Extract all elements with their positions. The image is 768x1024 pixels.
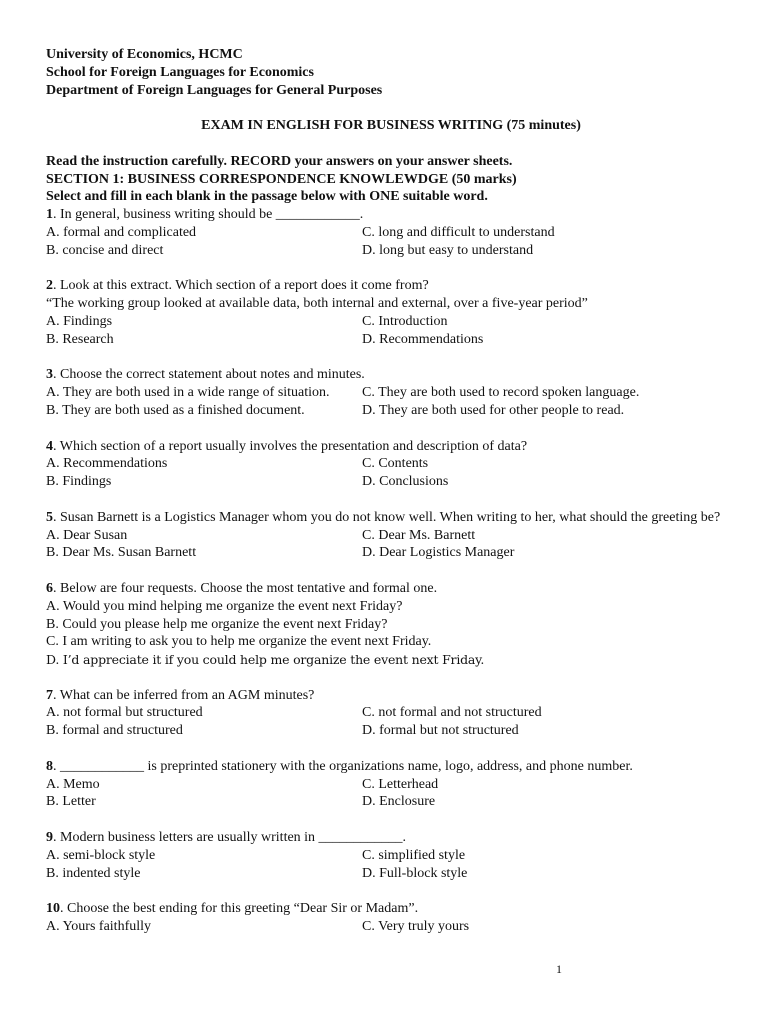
option-c: C. not formal and not structured xyxy=(362,705,542,721)
options-row xyxy=(46,402,736,420)
options-row xyxy=(46,544,736,562)
option-b: B. Letter xyxy=(46,794,96,810)
question-text xyxy=(46,206,736,224)
option-b: B. Dear Ms. Susan Barnett xyxy=(46,545,197,561)
options-row xyxy=(46,455,736,473)
question-text xyxy=(46,900,736,918)
option-d: D. Conclusions xyxy=(362,474,449,490)
question-3 xyxy=(46,366,736,419)
question-4 xyxy=(46,438,736,491)
question-text xyxy=(46,758,736,776)
options-row xyxy=(46,918,736,936)
option-a: A. semi-block style xyxy=(46,847,156,863)
option-b: B. Could you please help me organize the event next Friday? xyxy=(46,616,388,632)
option-a: A. They are both used in a wide range of situation. xyxy=(46,385,330,401)
question-text xyxy=(46,580,736,598)
options-row xyxy=(46,865,736,883)
option-b: B. indented style xyxy=(46,865,141,881)
question-number: 6 xyxy=(46,580,53,596)
option-c: C. Introduction xyxy=(362,313,448,329)
options-row xyxy=(46,704,736,722)
option-b: B. Findings xyxy=(46,474,112,490)
question-stem: . Susan Barnett is a Logistics Manager whom you do not know well. When writing to her, what should the greeting be? xyxy=(53,509,721,525)
section-heading: SECTION 1: BUSINESS CORRESPONDENCE KNOWLEWDGE (50 marks) xyxy=(46,171,517,187)
options-row xyxy=(46,847,736,865)
options-row xyxy=(46,722,736,740)
options-row xyxy=(46,793,736,811)
option-d: D. I’d appreciate it if you could help me organize the event next Friday. xyxy=(46,652,485,668)
options-row xyxy=(46,527,736,545)
department-name: Department of Foreign Languages for General Purposes xyxy=(46,82,383,98)
question-8 xyxy=(46,758,736,811)
option-a: A. Findings xyxy=(46,313,113,329)
question-2 xyxy=(46,277,736,348)
option-d: D. Full-block style xyxy=(362,865,468,881)
exam-title: EXAM IN ENGLISH FOR BUSINESS WRITING (75 minutes) xyxy=(201,118,581,134)
options-row xyxy=(46,224,736,242)
question-stem: . Below are four requests. Choose the most tentative and formal one. xyxy=(53,580,438,596)
question-number: 9 xyxy=(46,830,53,846)
question-stem: . What can be inferred from an AGM minutes? xyxy=(53,687,315,703)
option-d: D. Recommendations xyxy=(362,331,484,347)
school-name: School for Foreign Languages for Economics xyxy=(46,64,314,80)
question-stem: . In general, business writing should be ____________. xyxy=(53,207,364,223)
instruction-line: Read the instruction carefully. RECORD your answers on your answer sheets. xyxy=(46,153,513,169)
question-text xyxy=(46,366,736,384)
question-stem: . Which section of a report usually involves the presentation and description of data? xyxy=(53,438,528,454)
question-number: 7 xyxy=(46,687,53,703)
question-text xyxy=(46,277,736,295)
option-c: C. Very truly yours xyxy=(362,919,470,935)
question-stem: . Look at this extract. Which section of a report does it come from? xyxy=(53,278,429,294)
question-text xyxy=(46,829,736,847)
option-d: D. Dear Logistics Manager xyxy=(362,545,515,561)
option-b: B. Research xyxy=(46,331,114,347)
option-a: A. Yours faithfully xyxy=(46,919,152,935)
question-text xyxy=(46,687,736,705)
question-stem: . ____________ is preprinted stationery with the organizations name, logo, address, and phone number. xyxy=(53,758,633,774)
question-text xyxy=(46,509,736,527)
option-c: C. simplified style xyxy=(362,847,466,863)
instruction-fill-blank: Select and fill in each blank in the passage below with ONE suitable word. xyxy=(46,189,488,205)
options-row xyxy=(46,776,736,794)
question-7 xyxy=(46,687,736,740)
question-number: 2 xyxy=(46,278,53,294)
question-number: 8 xyxy=(46,758,53,774)
option-d: D. long but easy to understand xyxy=(362,242,534,258)
question-number: 4 xyxy=(46,438,53,454)
options-row xyxy=(46,384,736,402)
option-a: A. Memo xyxy=(46,776,100,792)
options-row xyxy=(46,331,736,349)
question-1 xyxy=(46,206,736,259)
option-c: C. long and difficult to understand xyxy=(362,224,555,240)
question-number: 5 xyxy=(46,509,53,525)
question-5 xyxy=(46,509,736,562)
question-9 xyxy=(46,829,736,882)
option-a: A. not formal but structured xyxy=(46,705,203,721)
question-number: 3 xyxy=(46,367,53,383)
exam-page xyxy=(46,46,736,936)
question-stem: . Choose the correct statement about notes and minutes. xyxy=(53,367,365,383)
question-quote: “The working group looked at available data, both internal and external, over a five-year period” xyxy=(46,296,588,312)
option-a: A. formal and complicated xyxy=(46,224,197,240)
option-c: C. Letterhead xyxy=(362,776,439,792)
options-row xyxy=(46,313,736,331)
page-number: 1 xyxy=(556,962,562,976)
question-text xyxy=(46,438,736,456)
option-b: B. formal and structured xyxy=(46,723,183,739)
question-stem: . Choose the best ending for this greeting “Dear Sir or Madam”. xyxy=(60,901,419,917)
option-b: B. concise and direct xyxy=(46,242,164,258)
option-a: A. Dear Susan xyxy=(46,527,128,543)
options-row xyxy=(46,242,736,260)
question-number: 10 xyxy=(46,901,60,917)
question-stem: . Modern business letters are usually written in ____________. xyxy=(53,830,407,846)
option-c: C. I am writing to ask you to help me organize the event next Friday. xyxy=(46,634,432,650)
option-c: C. Dear Ms. Barnett xyxy=(362,527,476,543)
question-number: 1 xyxy=(46,207,53,223)
option-a: A. Would you mind helping me organize the event next Friday? xyxy=(46,598,403,614)
options-row xyxy=(46,473,736,491)
question-6 xyxy=(46,580,736,669)
option-b: B. They are both used as a finished document. xyxy=(46,402,305,418)
question-10 xyxy=(46,900,736,936)
option-d: D. They are both used for other people to read. xyxy=(362,402,625,418)
option-d: D. Enclosure xyxy=(362,794,436,810)
option-a: A. Recommendations xyxy=(46,456,168,472)
option-c: C. Contents xyxy=(362,456,429,472)
option-c: C. They are both used to record spoken language. xyxy=(362,385,640,401)
university-name: University of Economics, HCMC xyxy=(46,47,243,62)
option-d: D. formal but not structured xyxy=(362,723,519,739)
